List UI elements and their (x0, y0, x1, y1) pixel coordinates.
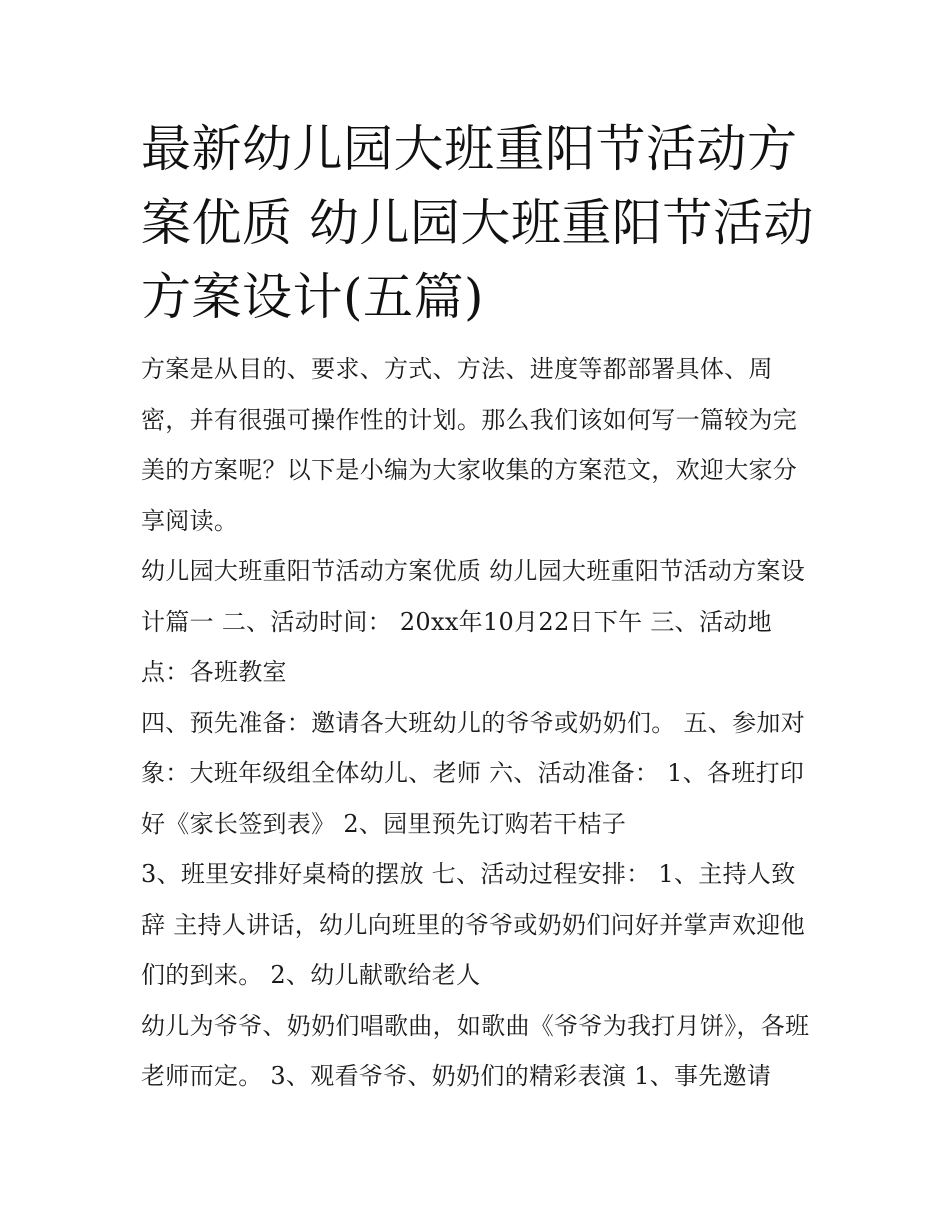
document-title: 最新幼儿园大班重阳节活动方案优质 幼儿园大班重阳节活动方案设计(五篇) (141, 120, 814, 326)
paragraph-performance: 幼儿为爷爷、奶奶们唱歌曲，如歌曲《爷爷为我打月饼》，各班老师而定。 3、观看爷爷、奶奶们的精彩表演 1、事先邀请 (141, 1011, 810, 1090)
paragraph-intro: 方案是从目的、要求、方式、方法、进度等都部署具体、周密，并有很强可操作性的计划。那么我们该如何写一篇较为完美的方案呢？以下是小编为大家收集的方案范文，欢迎大家分享阅读。 (141, 355, 798, 535)
paragraph-preparation: 四、预先准备：邀请各大班幼儿的爷爷或奶奶们。 五、参加对象：大班年级组全体幼儿、老师 六、活动准备： 1、各班打印好《家长签到表》 2、园里预先订购若干桔子 (141, 708, 806, 838)
document-content (141, 112, 816, 1102)
paragraph-arrangement: 3、班里安排好桌椅的摆放 七、活动过程安排： 1、主持人致辞 主持人讲话，幼儿向班里的爷爷或奶奶们问好并掌声欢迎他们的到来。 2、幼儿献歌给老人 (141, 860, 806, 989)
paragraph-activity-time: 幼儿园大班重阳节活动方案优质 幼儿园大班重阳节活动方案设计篇一 二、活动时间： 20xx年10月22日下午 三、活动地点：各班教室 (141, 557, 806, 686)
